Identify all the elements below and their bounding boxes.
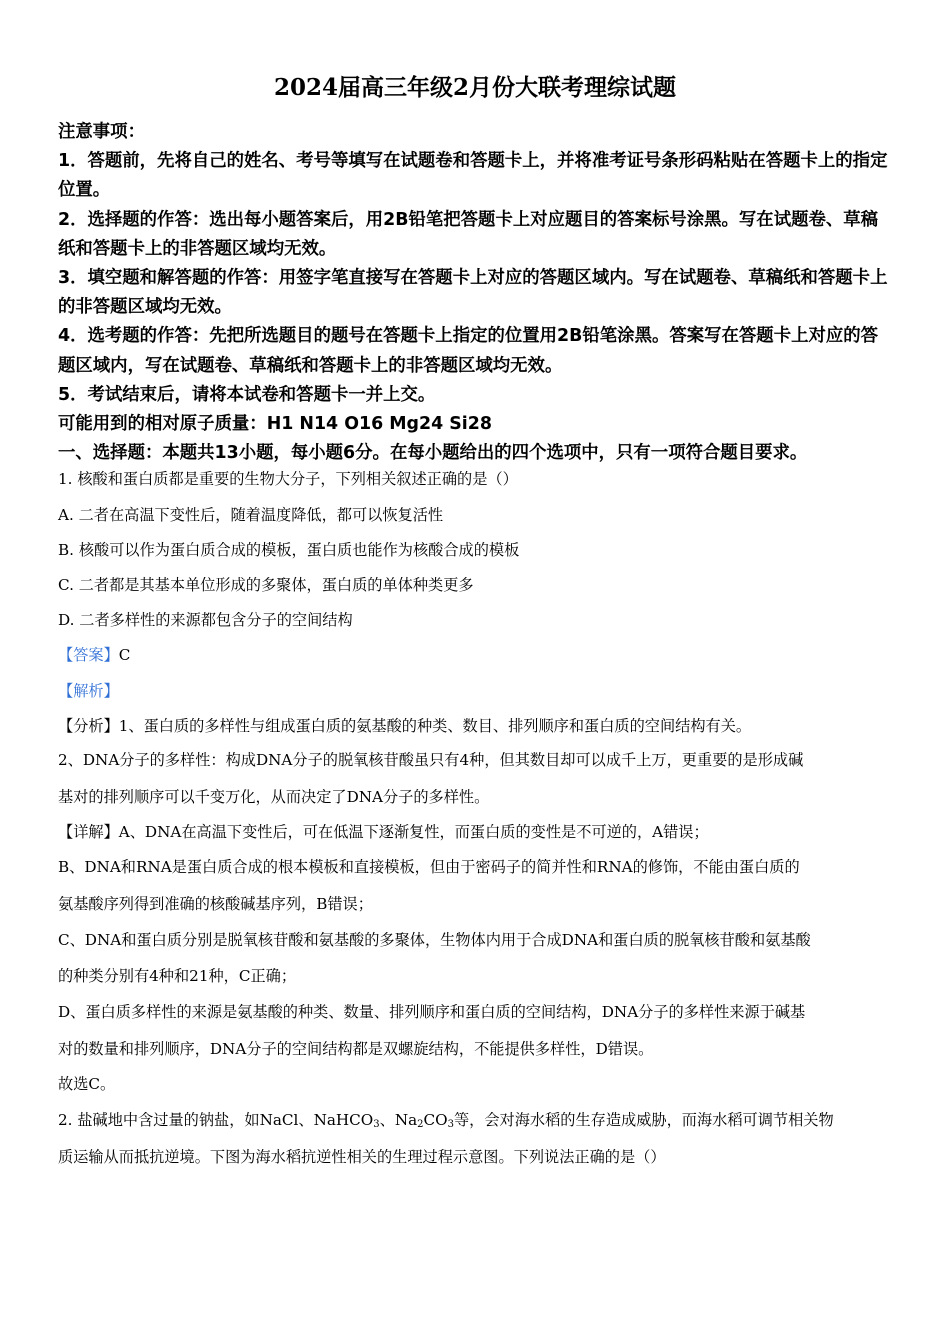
detail-d-line-1: D、蛋白质多样性的来源是氨基酸的种类、数量、排列顺序和蛋白质的空间结构，DNA分子的多样性来源于碱基 xyxy=(58,1003,806,1021)
notice-item-5: 5．考试结束后，请将本试卷和答题卡一并上交。 xyxy=(58,384,436,405)
conclusion: 故选C。 xyxy=(58,1075,116,1093)
analysis-point-2-line-1: 2、DNA分子的多样性：构成DNA分子的脱氧核苷酸虽只有4种，但其数目却可以成千上万，更重要的是形成碱 xyxy=(58,751,804,769)
detail-d-line-2: 对的数量和排列顺序，DNA分子的空间结构都是双螺旋结构，不能提供多样性，D错误。 xyxy=(58,1040,654,1058)
notice-item-1: 1．答题前，先将自己的姓名、考号等填写在试题卷和答题卡上，并将准考证号条形码粘贴在答题卡上的指定位置。 xyxy=(58,151,888,201)
detail-tag: 【详解】 xyxy=(58,823,119,841)
detail-c-line-1: C、DNA和蛋白质分别是脱氧核苷酸和氨基酸的多聚体，生物体内用于合成DNA和蛋白质的脱氧核苷酸和氨基酸 xyxy=(58,931,811,949)
analysis-line xyxy=(58,679,894,703)
question-1-option-a: A. 二者在高温下变性后，随着温度降低，都可以恢复活性 xyxy=(58,506,444,524)
answer-tag: 【答案】 xyxy=(58,646,119,664)
question-1-stem: 1. 核酸和蛋白质都是重要的生物大分子，下列相关叙述正确的是（） xyxy=(58,470,518,488)
notice-item-4: 4．选考题的作答：先把所选题目的题号在答题卡上指定的位置用2B铅笔涂黑。答案写在答题卡上对应的答题区域内，写在试题卷、草稿纸和答题卡上的非答题区域均无效。 xyxy=(58,326,879,376)
detail-b-line-1: B、DNA和RNA是蛋白质合成的根本模板和直接模板，但由于密码子的简并性和RNA的修饰，不能由蛋白质的 xyxy=(58,858,800,876)
section-heading: 一、选择题：本题共13小题，每小题6分。在每小题给出的四个选项中，只有一项符合题目要求。 xyxy=(58,443,808,464)
answer-value: C xyxy=(118,646,131,664)
exam-title: 2024届高三年级2月份大联考理综试题 xyxy=(273,74,677,101)
question-1-option-c: C. 二者都是其基本单位形成的多聚体，蛋白质的单体种类更多 xyxy=(58,576,474,594)
q2-text-3: CO xyxy=(423,1111,448,1129)
analysis-point-2-line-2: 基对的排列顺序可以千变万化，从而决定了DNA分子的多样性。 xyxy=(58,788,490,806)
question-2-stem-line-1 xyxy=(58,1108,894,1137)
q2-text-4: 等，会对海水稻的生存造成威胁，而海水稻可调节相关物 xyxy=(453,1111,834,1129)
detail-a xyxy=(58,820,894,844)
analysis-point-1-text: 1、蛋白质的多样性与组成蛋白质的氨基酸的种类、数目、排列顺序和蛋白质的空间结构有关。 xyxy=(118,717,752,735)
answer-line xyxy=(58,643,894,667)
notice-item-2: 2．选择题的作答：选出每小题答案后，用2B铅笔把答题卡上对应题目的答案标号涂黑。写在试题卷、草稿纸和答题卡上的非答题区域均无效。 xyxy=(58,209,879,259)
analysis-tag: 【解析】 xyxy=(58,682,119,700)
analysis-sub-tag: 【分析】 xyxy=(58,717,119,735)
q2-text-2: 、Na xyxy=(379,1111,418,1129)
detail-c-line-2: 的种类分别有4种和21种，C正确； xyxy=(58,967,297,985)
detail-a-text: A、DNA在高温下变性后，可在低温下逐渐复性，而蛋白质的变性是不可逆的，A错误； xyxy=(118,823,709,841)
question-2-stem-line-2: 质运输从而抵抗逆境。下图为海水稻抗逆性相关的生理过程示意图。下列说法正确的是（） xyxy=(58,1148,666,1166)
q2-sub-1: 3 xyxy=(373,1119,380,1130)
analysis-point-1 xyxy=(58,714,894,738)
q2-sub-3: 3 xyxy=(447,1119,454,1130)
notice-item-3: 3．填空题和解答题的作答：用签字笔直接写在答题卡上对应的答题区域内。写在试题卷、草稿纸和答题卡上的非答题区域均无效。 xyxy=(58,268,888,318)
detail-b-line-2: 氨基酸序列得到准确的核酸碱基序列，B错误； xyxy=(58,895,373,913)
q2-text-1: 2. 盐碱地中含过量的钠盐，如NaCl、NaHCO xyxy=(58,1111,374,1129)
atomic-mass-line: 可能用到的相对原子质量：H1 N14 O16 Mg24 Si28 xyxy=(58,414,492,435)
notice-heading: 注意事项： xyxy=(58,122,145,142)
question-1-option-b: B. 核酸可以作为蛋白质合成的模板，蛋白质也能作为核酸合成的模板 xyxy=(58,541,520,559)
notice-section xyxy=(58,118,894,468)
q2-sub-2: 2 xyxy=(417,1119,424,1130)
question-1-option-d: D. 二者多样性的来源都包含分子的空间结构 xyxy=(58,611,353,629)
